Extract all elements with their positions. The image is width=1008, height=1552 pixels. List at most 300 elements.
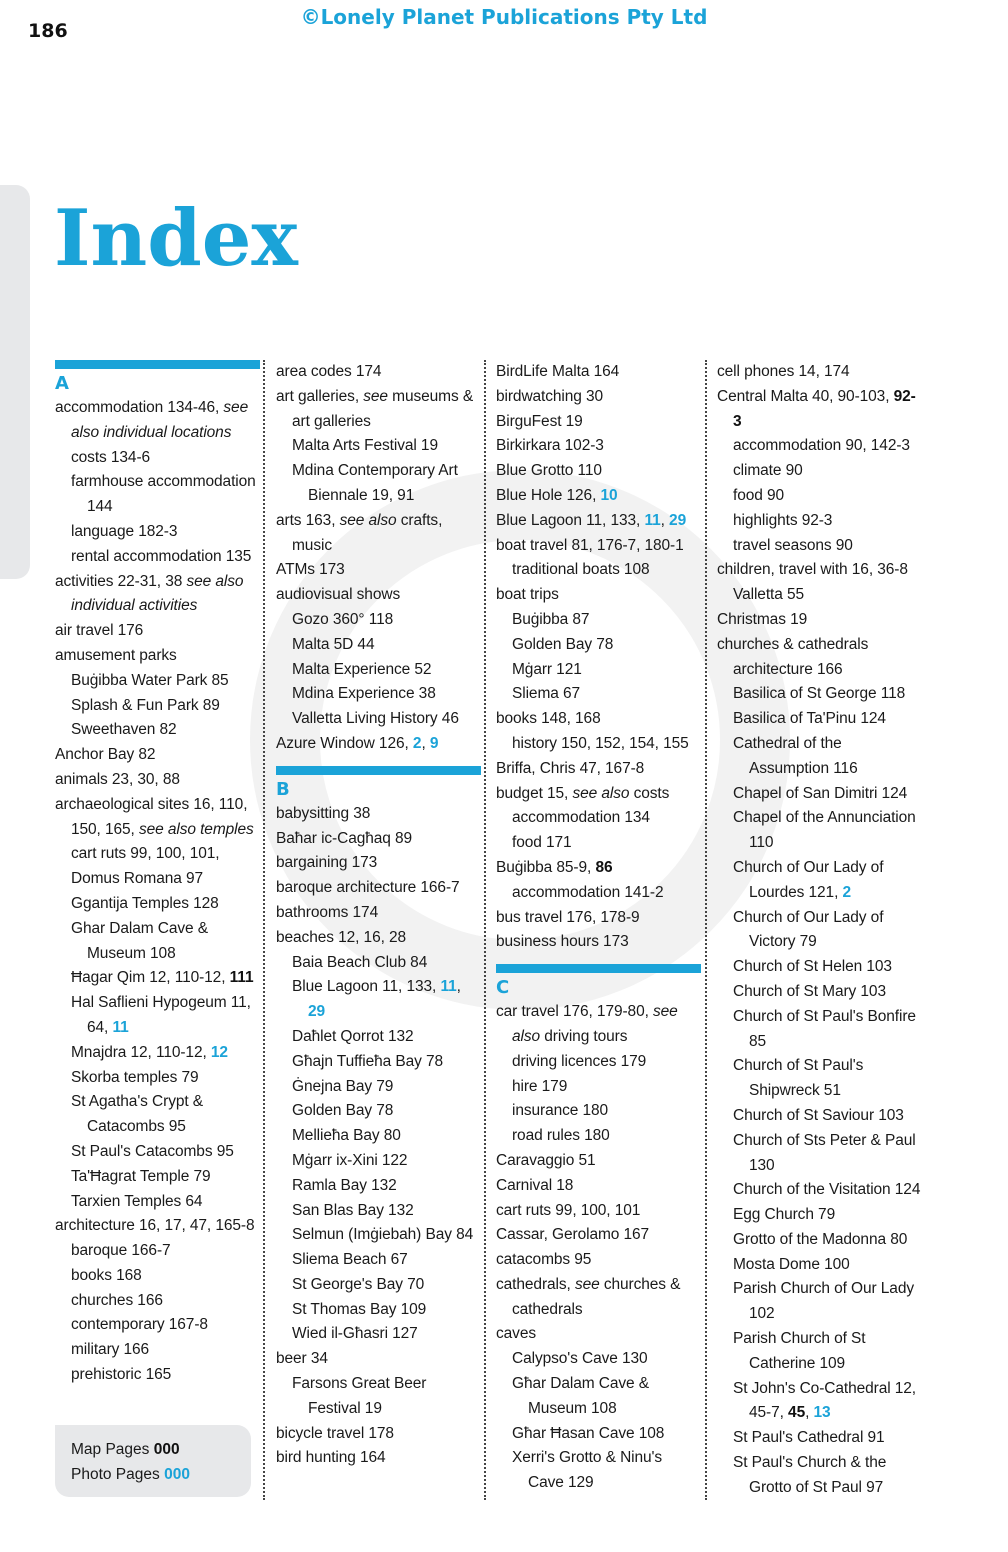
index-entry <box>496 459 701 484</box>
index-subentry <box>276 608 481 633</box>
entry-text: archaeological sites 16, 110, 150, 165, <box>55 795 248 838</box>
index-entry <box>717 385 922 435</box>
entry-text: Grotto of the Madonna 80 <box>733 1230 908 1248</box>
entry-text: Farsons Great Beer Festival 19 <box>292 1375 427 1417</box>
entry-text: Baħar ic-Cagħaq 89 <box>276 829 413 847</box>
index-subentry <box>276 951 481 976</box>
entry-text: Malta Arts Festival 19 <box>292 437 438 455</box>
entry-text: Ghar Dalam Cave & Museum 108 <box>71 919 208 962</box>
entry-text: , <box>805 1404 814 1422</box>
entry-text: BirguFest 19 <box>496 412 583 430</box>
index-entry <box>276 851 481 876</box>
index-entry <box>496 1273 701 1323</box>
index-entry <box>496 509 701 534</box>
entry-text: Mdina Experience 38 <box>292 685 436 703</box>
index-subentry <box>55 842 260 867</box>
index-subentry <box>496 1050 701 1075</box>
index-subentry <box>496 1099 701 1124</box>
entry-text: see also temples <box>138 820 254 838</box>
column-divider <box>705 360 707 1500</box>
index-subentry <box>55 545 260 570</box>
entry-text: bargaining 173 <box>276 854 378 872</box>
index-entry <box>276 827 481 852</box>
entry-text: Sliema 67 <box>512 685 581 703</box>
entry-text: costs <box>629 784 670 802</box>
index-entry <box>496 360 701 385</box>
entry-text: , <box>660 511 670 529</box>
entry-text: amusement parks <box>55 646 177 664</box>
photo-page-ref: 12 <box>210 1043 228 1061</box>
entry-text: accommodation 134-46, <box>55 399 224 416</box>
entry-text: Church of Our Lady of Victory 79 <box>733 908 884 951</box>
index-subentry <box>496 1347 701 1372</box>
index-subentry <box>496 682 701 707</box>
entry-text: Hal Saflieni Hypogeum 11, 64, <box>71 994 251 1036</box>
entry-text: contemporary 167-8 <box>71 1316 208 1334</box>
entry-text: Mġarr 121 <box>512 660 582 678</box>
entry-text: beaches 12, 16, 28 <box>276 928 407 946</box>
photo-page-ref: 10 <box>600 486 618 504</box>
entry-text: Church of St Mary 103 <box>733 982 886 1000</box>
entry-text: San Blas Bay 132 <box>292 1201 414 1219</box>
index-subentry <box>717 1005 922 1055</box>
index-entry <box>496 782 701 807</box>
entry-text: books 168 <box>71 1266 142 1284</box>
index-entry <box>496 434 701 459</box>
entry-text: bicycle travel 178 <box>276 1424 394 1442</box>
entry-text: see also <box>512 1003 678 1045</box>
entry-text: Selmun (Imġiebah) Bay 84 <box>292 1226 474 1244</box>
index-subentry <box>717 484 922 509</box>
entry-text: , <box>456 978 461 996</box>
entry-text: books 148, 168 <box>496 710 601 728</box>
index-subentry <box>276 1223 481 1248</box>
entry-text: see <box>574 1275 600 1293</box>
entry-text: highlights 92-3 <box>733 511 833 529</box>
index-entry <box>717 360 922 385</box>
index-entry <box>55 570 260 620</box>
index-subentry <box>276 1124 481 1149</box>
section-bar <box>276 766 481 775</box>
index-subentry <box>276 682 481 707</box>
index-entry <box>496 1000 701 1050</box>
index-subentry <box>276 633 481 658</box>
entry-text: Domus Romana 97 <box>71 870 204 888</box>
index-subentry <box>717 434 922 459</box>
index-entry <box>496 707 701 732</box>
entry-text: Parish Church of Our Lady 102 <box>733 1280 915 1323</box>
entry-text: Buġibba 85-9, <box>496 858 596 876</box>
photo-page-ref: 29 <box>669 511 687 529</box>
entry-text: Church of St Helen 103 <box>733 958 892 976</box>
index-entry <box>496 1174 701 1199</box>
index-subentry <box>276 1025 481 1050</box>
entry-text: churches & cathedrals <box>717 635 869 653</box>
page-type-legend <box>55 1425 251 1497</box>
entry-text: car travel 176, 179-80, <box>496 1003 653 1021</box>
entry-text: Splash & Fun Park 89 <box>71 696 220 714</box>
entry-text: art galleries, <box>276 387 364 405</box>
index-subentry <box>717 1451 922 1501</box>
entry-text: food 90 <box>733 486 785 504</box>
index-subentry <box>496 1446 701 1496</box>
photo-page-ref: 2 <box>412 734 422 752</box>
index-subentry <box>717 806 922 856</box>
index-entry <box>496 1149 701 1174</box>
entry-text: Birkirkara 102-3 <box>496 437 604 455</box>
photo-page-ref: 11 <box>644 511 661 529</box>
entry-text: Golden Bay 78 <box>292 1102 394 1120</box>
entry-text: beer 34 <box>276 1350 328 1368</box>
index-subentry <box>496 732 701 757</box>
index-subentry <box>55 1090 260 1140</box>
entry-text: rental accommodation 135 <box>71 547 252 565</box>
index-subentry <box>717 1129 922 1179</box>
index-subentry <box>496 881 701 906</box>
index-entry <box>276 583 481 608</box>
index-subentry <box>717 1228 922 1253</box>
entry-text: see also <box>339 511 397 529</box>
index-subentry <box>55 446 260 471</box>
entry-text: Church of Our Lady of Lourdes 121, <box>733 858 884 901</box>
section-letter: B <box>276 778 290 800</box>
side-tab <box>0 185 30 579</box>
index-entry <box>276 1446 481 1471</box>
index-subentry <box>55 966 260 991</box>
index-subentry <box>496 558 701 583</box>
index-entry <box>276 385 481 435</box>
entry-text: Wied il-Għasri 127 <box>292 1325 418 1343</box>
entry-text: farmhouse accommodation 144 <box>71 473 256 516</box>
index-subentry <box>276 975 481 1025</box>
index-subentry <box>496 806 701 831</box>
index-entry <box>276 926 481 951</box>
entry-text: Chapel of San Dimitri 124 <box>733 784 908 802</box>
entry-text: insurance 180 <box>512 1102 609 1120</box>
entry-text: architecture 16, 17, 47, 165-8 <box>55 1217 255 1235</box>
entry-text: Ġnejna Bay 79 <box>292 1077 394 1095</box>
entry-text: Ggantija Temples 128 <box>71 894 219 912</box>
photo-page-ref: 2 <box>842 883 852 901</box>
entry-text: Għajn Tuffieħa Bay 78 <box>292 1052 444 1070</box>
entry-text: St Paul's Cathedral 91 <box>733 1429 885 1447</box>
index-subentry <box>55 1264 260 1289</box>
index-subentry <box>276 1248 481 1273</box>
index-subentry <box>276 434 481 459</box>
entry-text: Mosta Dome 100 <box>733 1255 850 1273</box>
index-entry <box>496 1199 701 1224</box>
index-subentry <box>717 1327 922 1377</box>
entry-text: Ramla Bay 132 <box>292 1176 397 1194</box>
entry-text: boat travel 81, 176-7, 180-1 <box>496 536 684 554</box>
index-subentry <box>276 1174 481 1199</box>
entry-text: Baia Beach Club 84 <box>292 953 428 971</box>
entry-text: Xerri's Grotto & Ninu's Cave 129 <box>512 1449 663 1492</box>
entry-text: Buġibba 87 <box>512 610 590 628</box>
entry-text: Valletta Living History 46 <box>292 710 459 728</box>
index-subentry <box>55 867 260 892</box>
section-letter: A <box>55 373 69 394</box>
index-subentry <box>496 1075 701 1100</box>
index-subentry <box>55 1239 260 1264</box>
entry-text: Gozo 360° 118 <box>292 610 394 628</box>
index-column-2 <box>276 360 481 1471</box>
index-subentry <box>717 1277 922 1327</box>
entry-text: Daħlet Qorrot 132 <box>292 1027 414 1045</box>
entry-text: accommodation 141-2 <box>512 883 664 901</box>
page-title: Index <box>54 193 298 284</box>
entry-text: Għar Ħasan Cave 108 <box>512 1424 665 1442</box>
copyright-notice: ©Lonely Planet Publications Pty Ltd <box>300 5 708 29</box>
index-subentry <box>717 1178 922 1203</box>
entry-text: Caravaggio 51 <box>496 1151 596 1169</box>
index-subentry <box>276 658 481 683</box>
entry-text: accommodation 90, 142-3 <box>733 437 910 455</box>
entry-text: bathrooms 174 <box>276 903 379 921</box>
entry-text: Church of Sts Peter & Paul 130 <box>733 1131 916 1174</box>
entry-text: Blue Lagoon 11, 133, <box>496 511 645 529</box>
index-subentry <box>276 1149 481 1174</box>
index-subentry <box>55 892 260 917</box>
entry-text: Malta 5D 44 <box>292 635 375 653</box>
section-letter: C <box>496 977 510 999</box>
entry-text: road rules 180 <box>512 1127 610 1145</box>
entry-text: museums & art galleries <box>292 387 474 430</box>
entry-text: Basilica of Ta'Pinu 124 <box>733 710 886 728</box>
index-subentry <box>717 782 922 807</box>
index-subentry <box>717 856 922 906</box>
entry-text: churches & cathedrals <box>512 1275 681 1318</box>
index-subentry <box>55 1338 260 1363</box>
entry-text: Mġarr ix-Xini 122 <box>292 1151 408 1169</box>
index-subentry <box>276 1099 481 1124</box>
entry-text: architecture 166 <box>733 660 843 678</box>
index-entry <box>55 768 260 793</box>
entry-text: climate 90 <box>733 462 803 480</box>
entry-text: Blue Lagoon 11, 133, <box>292 978 441 996</box>
index-entry <box>276 1347 481 1372</box>
entry-text: Skorba temples 79 <box>71 1068 199 1086</box>
entry-text: Għar Dalam Cave & Museum 108 <box>512 1375 649 1417</box>
entry-text: business hours 173 <box>496 933 629 951</box>
column-divider <box>263 360 265 1500</box>
index-entry <box>496 484 701 509</box>
index-subentry <box>55 718 260 743</box>
index-subentry <box>717 732 922 782</box>
index-subentry <box>717 1253 922 1278</box>
photo-pages-legend <box>71 1462 251 1487</box>
index-subentry <box>717 459 922 484</box>
entry-text: cart ruts 99, 100, 101, <box>71 845 220 863</box>
entry-text: animals 23, 30, 88 <box>55 770 180 788</box>
entry-text: ATMs 173 <box>276 561 345 579</box>
entry-text: Church of St Saviour 103 <box>733 1106 904 1124</box>
index-subentry <box>276 1075 481 1100</box>
entry-text: Mnajdra 12, 110-12, <box>71 1043 211 1061</box>
photo-page-ref: 11 <box>440 978 457 996</box>
index-entry <box>276 901 481 926</box>
index-entry <box>496 930 701 955</box>
entry-text: costs 134-6 <box>71 448 151 466</box>
section-bar <box>496 964 701 973</box>
index-entry <box>496 410 701 435</box>
index-entry <box>276 732 481 757</box>
index-subentry <box>55 669 260 694</box>
entry-text: Carnival 18 <box>496 1176 574 1194</box>
index-entry <box>496 583 701 608</box>
index-subentry <box>717 1377 922 1427</box>
index-subentry <box>55 917 260 967</box>
index-subentry <box>717 980 922 1005</box>
index-subentry <box>496 1422 701 1447</box>
entry-text: babysitting 38 <box>276 804 371 822</box>
index-subentry <box>55 1165 260 1190</box>
photo-page-ref: 13 <box>813 1404 831 1422</box>
entry-text: crafts, music <box>292 511 443 554</box>
entry-text: Basilica of St George 118 <box>733 685 906 703</box>
index-subentry <box>276 1199 481 1224</box>
entry-text: St Agatha's Crypt & Catacombs 95 <box>71 1093 204 1136</box>
entry-text: audiovisual shows <box>276 586 401 604</box>
entry-text: St John's Co-Cathedral 12, 45-7, <box>733 1379 917 1422</box>
index-subentry <box>55 694 260 719</box>
index-entry <box>496 856 701 881</box>
entry-text: Anchor Bay 82 <box>55 746 156 764</box>
entry-text: bird hunting 164 <box>276 1449 386 1467</box>
index-subentry <box>717 906 922 956</box>
index-entry <box>496 757 701 782</box>
entry-text: Briffa, Chris 47, 167-8 <box>496 759 645 777</box>
entry-text: BirdLife Malta 164 <box>496 363 620 380</box>
entry-text: language 182-3 <box>71 522 178 540</box>
index-subentry <box>55 1363 260 1388</box>
entry-text: Cassar, Gerolamo 167 <box>496 1226 650 1244</box>
entry-text: cart ruts 99, 100, 101 <box>496 1201 641 1219</box>
index-subentry <box>496 658 701 683</box>
entry-text: hire 179 <box>512 1077 568 1095</box>
index-subentry <box>55 1066 260 1091</box>
index-subentry <box>276 707 481 732</box>
entry-text: catacombs 95 <box>496 1251 592 1269</box>
entry-text: Christmas 19 <box>717 610 808 628</box>
entry-text: area codes 174 <box>276 363 382 380</box>
entry-text: Blue Grotto 110 <box>496 462 602 480</box>
entry-text: arts 163, <box>276 511 340 529</box>
index-entry <box>276 509 481 559</box>
index-entry <box>55 793 260 843</box>
entry-text: travel seasons 90 <box>733 536 853 554</box>
index-entry <box>276 1422 481 1447</box>
index-entry <box>717 558 922 583</box>
page-number: 186 <box>28 20 68 42</box>
index-subentry <box>717 583 922 608</box>
entry-text: Blue Hole 126, <box>496 486 601 504</box>
entry-text: see also <box>572 784 630 802</box>
entry-text: Golden Bay 78 <box>512 635 614 653</box>
index-subentry <box>717 1054 922 1104</box>
index-subentry <box>717 509 922 534</box>
index-subentry <box>717 682 922 707</box>
entry-text: baroque 166-7 <box>71 1242 171 1260</box>
index-subentry <box>276 1298 481 1323</box>
index-entry <box>55 743 260 768</box>
entry-text: Central Malta 40, 90-103, <box>717 387 894 405</box>
index-column-1 <box>55 360 260 1388</box>
index-entry <box>717 608 922 633</box>
map-pages-label: Map Pages <box>71 1441 150 1458</box>
index-subentry <box>496 1372 701 1422</box>
entry-text: Sweethaven 82 <box>71 721 177 739</box>
index-entry <box>55 1214 260 1239</box>
entry-text: caves <box>496 1325 536 1343</box>
index-subentry <box>717 707 922 732</box>
entry-text: St Thomas Bay 109 <box>292 1300 427 1318</box>
photo-page-ref: 9 <box>429 734 439 752</box>
index-entry <box>276 876 481 901</box>
index-subentry <box>717 534 922 559</box>
index-entry <box>496 1248 701 1273</box>
section-bar <box>55 360 260 369</box>
entry-text: see also individual locations <box>71 399 249 441</box>
index-subentry <box>55 1140 260 1165</box>
map-pages-legend <box>71 1437 251 1462</box>
index-subentry <box>276 1273 481 1298</box>
entry-text: food 171 <box>512 834 572 852</box>
photo-pages-value: 000 <box>164 1466 190 1483</box>
entry-text: Church of St Paul's Shipwreck 51 <box>733 1057 864 1100</box>
entry-text: St George's Bay 70 <box>292 1275 425 1293</box>
entry-text: cell phones 14, 174 <box>717 363 850 380</box>
entry-text: Egg Church 79 <box>733 1206 836 1224</box>
entry-text: Mellieħa Bay 80 <box>292 1127 401 1145</box>
index-column-4 <box>717 360 922 1501</box>
section-gap <box>276 757 481 766</box>
index-subentry <box>717 1203 922 1228</box>
entry-text: Parish Church of St Catherine 109 <box>733 1330 866 1372</box>
index-column-3 <box>496 360 701 1496</box>
index-subentry <box>717 1426 922 1451</box>
index-subentry <box>55 1190 260 1215</box>
index-subentry <box>717 1104 922 1129</box>
index-subentry <box>276 1372 481 1422</box>
entry-text: birdwatching 30 <box>496 387 604 405</box>
entry-text: Mdina Contemporary Art Biennale 19, 91 <box>292 462 458 504</box>
entry-text: history 150, 152, 154, 155 <box>512 734 689 752</box>
photo-page-ref: 11 <box>112 1018 129 1036</box>
map-page-ref: 92-3 <box>733 387 916 430</box>
entry-text: children, travel with 16, 36-8 <box>717 561 908 579</box>
map-pages-value: 000 <box>153 1441 180 1458</box>
entry-text: driving tours <box>540 1027 628 1045</box>
entry-text: Calypso's Cave 130 <box>512 1350 648 1368</box>
entry-text: budget 15, <box>496 784 573 802</box>
map-page-ref: 111 <box>229 969 254 987</box>
index-entry <box>55 644 260 669</box>
index-entry <box>276 558 481 583</box>
entry-text: Ta'Ħagrat Temple 79 <box>71 1167 211 1185</box>
entry-text: driving licences 179 <box>512 1052 647 1070</box>
map-page-ref: 45 <box>788 1404 806 1422</box>
entry-text: see also individual activities <box>71 572 244 615</box>
index-subentry <box>276 459 481 509</box>
entry-text: Azure Window 126, <box>276 734 413 752</box>
index-entry <box>496 906 701 931</box>
index-entry <box>496 1322 701 1347</box>
entry-text: Ħagar Qim 12, 110-12, <box>71 969 230 987</box>
entry-text: Sliema Beach 67 <box>292 1251 408 1269</box>
index-subentry <box>55 1313 260 1338</box>
photo-page-ref: 29 <box>308 1003 326 1021</box>
